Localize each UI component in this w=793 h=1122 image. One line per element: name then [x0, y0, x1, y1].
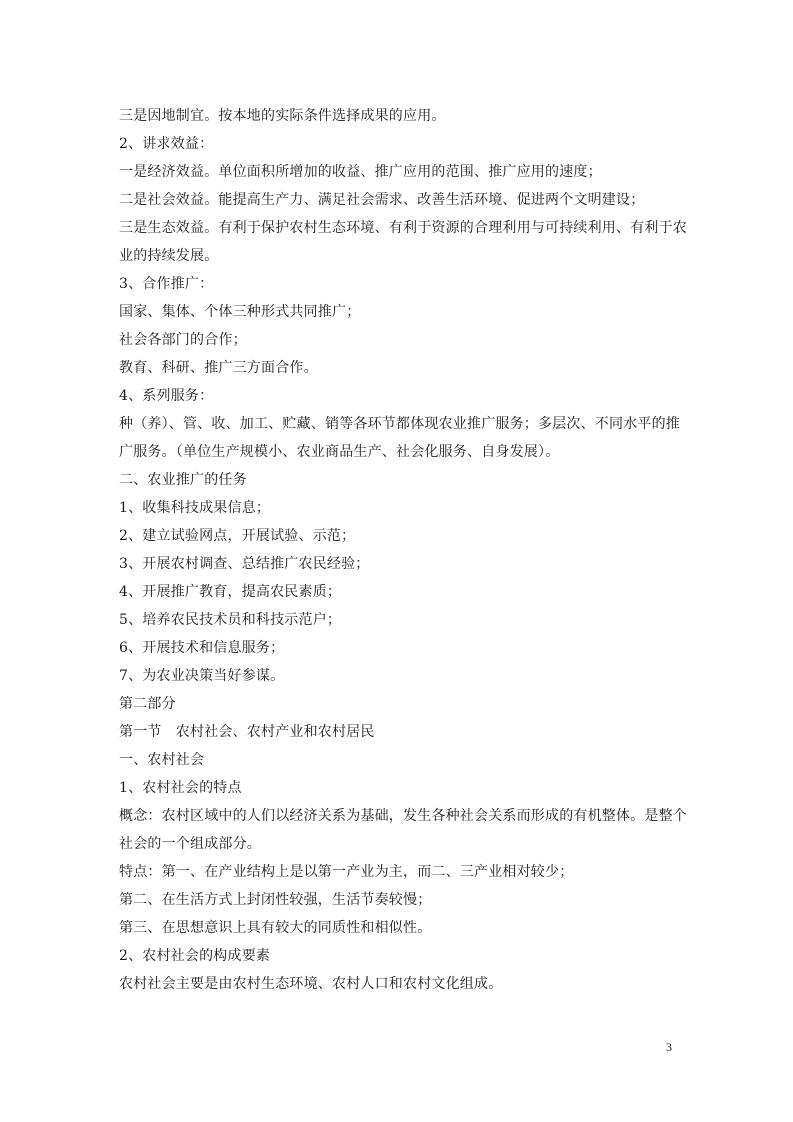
subsection-heading: 1、农村社会的特点: [119, 780, 242, 796]
page-number: 3: [666, 1040, 672, 1054]
list-item: 6、开展技术和信息服务；: [119, 640, 285, 656]
list-item: 3、开展农村调查、总结推广农民经验；: [119, 556, 370, 572]
text-line: 国家、集体、个体三种形式共同推广；: [119, 304, 361, 320]
section-heading: 一、农村社会: [119, 752, 205, 768]
list-item: 4、开展推广教育，提高农民素质；: [119, 584, 342, 600]
section-heading: 二、农业推广的任务: [119, 472, 247, 488]
text-line: 第二、在生活方式上封闭性较强，生活节奏较慢；: [119, 892, 432, 908]
text-line: 社会的一个组成部分。: [119, 836, 261, 852]
section-heading: 2、讲求效益：: [119, 136, 214, 152]
list-item: 2、建立试验网点，开展试验、示范；: [119, 528, 356, 544]
text-line: 第三、在思想意识上具有较大的同质性和相似性。: [119, 920, 432, 936]
text-line: 农村社会主要是由农村生态环境、农村人口和农村文化组成。: [119, 976, 503, 992]
text-line: 特点：第一、在产业结构上是以第一产业为主，而二、三产业相对较少；: [119, 864, 574, 880]
section-heading: 4、系列服务：: [119, 388, 214, 404]
chapter-heading: 第一节 农村社会、农村产业和农村居民: [119, 724, 375, 740]
text-line: 一是经济效益。单位面积所增加的收益、推广应用的范围、推广应用的速度；: [119, 164, 602, 180]
list-item: 1、收集科技成果信息；: [119, 500, 271, 516]
text-line: 三是生态效益。有利于保护农村生态环境、有利于资源的合理利用与可持续利用、有利于农: [119, 220, 687, 236]
text-line: 种（养）、管、收、加工、贮藏、销等各环节都体现农业推广服务；多层次、不同水平的推: [119, 416, 680, 432]
part-heading: 第二部分: [119, 696, 176, 712]
list-item: 5、培养农民技术员和科技示范户；: [119, 612, 342, 628]
subsection-heading: 2、农村社会的构成要素: [119, 948, 271, 964]
text-line: 业的持续发展。: [119, 248, 219, 264]
text-line: 二是社会效益。能提高生产力、满足社会需求、改善生活环境、促进两个文明建设；: [119, 192, 645, 208]
section-heading: 3、合作推广：: [119, 276, 214, 292]
list-item: 7、为农业决策当好参谋。: [119, 668, 285, 684]
text-line: 三是因地制宜。按本地的实际条件选择成果的应用。: [119, 108, 446, 124]
text-line: 概念：农村区域中的人们以经济关系为基础，发生各种社会关系而形成的有机整体。是整个: [119, 808, 687, 824]
text-line: 社会各部门的合作；: [119, 332, 247, 348]
text-line: 教育、科研、推广三方面合作。: [119, 360, 318, 376]
document-body: [119, 102, 687, 998]
text-line: 广服务。（单位生产规模小、农业商品生产、社会化服务、自身发展）。: [119, 444, 560, 460]
